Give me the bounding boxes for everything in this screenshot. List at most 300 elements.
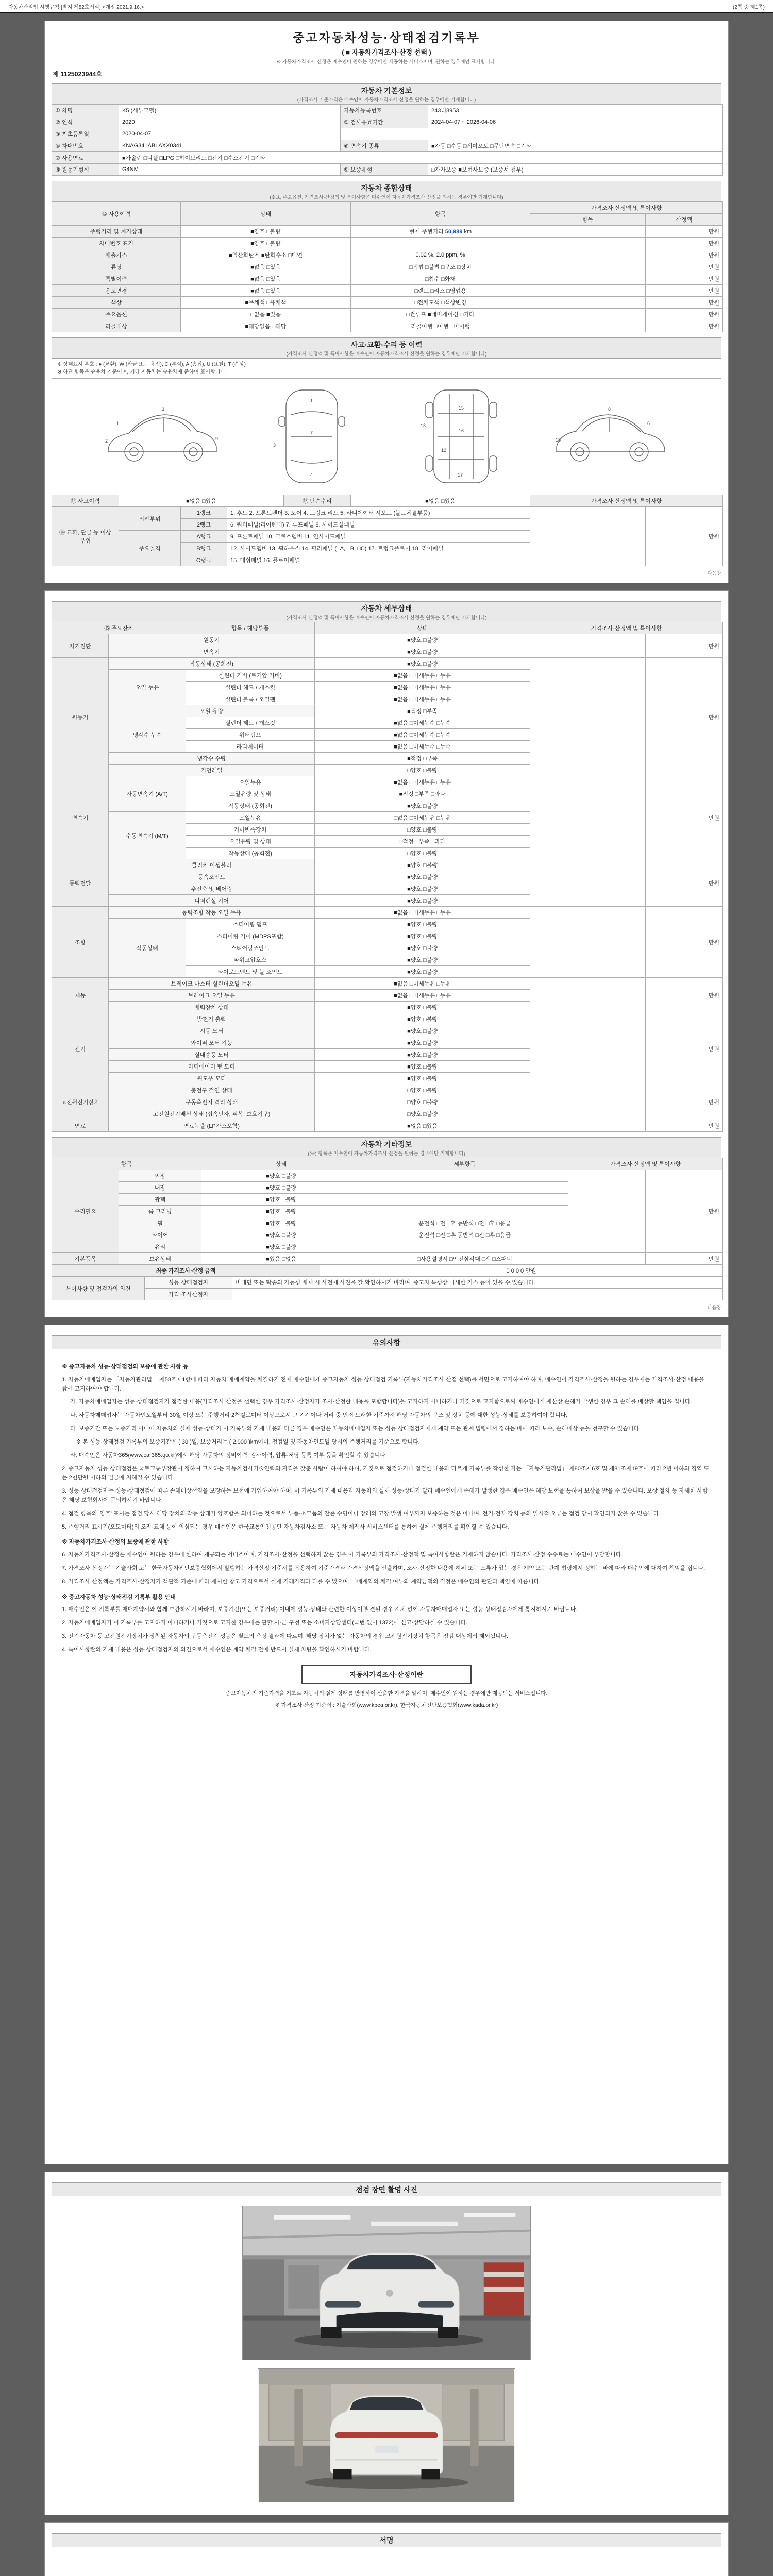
table-row: [52, 285, 723, 297]
table-row: [52, 622, 723, 634]
table-cell: ■없음 □있음: [351, 495, 530, 507]
row-label: 가격조사·산정액 및 특이사항: [530, 495, 723, 507]
table-row: [52, 164, 723, 176]
section-title-notice: 유의사항: [372, 1338, 401, 1347]
table-cell: ■양호 □불량: [181, 226, 351, 238]
diagram-part-number: 15: [459, 405, 464, 411]
table-cell: ■양호 □불량: [201, 1194, 361, 1206]
table-cell: ■없음 □있음: [181, 261, 351, 273]
table-cell: ■양호 □불량: [315, 930, 530, 942]
table-cell: ■양호 □불량: [201, 1206, 361, 1217]
price-amount-cell: 만원: [646, 249, 723, 261]
table-cell: ■양호 □불량: [315, 1013, 530, 1025]
car-diagram-side-right: [546, 385, 675, 490]
notice-line: 다. 보증기간 또는 보증거리 이내에 자동차의 실제 성능·상태가 이 기록부의 기재 내용과 다른 경우 매수인은 자동차매매업자 또는 성능·상태점검자에게 계약 또는 관계 법령에서 정하는 바에 따라 보수, 손해배상 등을 청구할 수 있습니다.: [70, 1426, 641, 1432]
diagram-part-number: 2: [105, 438, 108, 444]
notice-line: ※ 중고자동차 성능·상태점검 기록부 활용 안내: [62, 1594, 176, 1600]
row-label: ⑩ 사용이력: [52, 202, 181, 226]
table-cell: ■자동 □수동 □세미오토 □무단변속 □기타: [428, 140, 723, 152]
table-cell: ■양호 □불량: [315, 658, 530, 670]
table-row: [52, 1158, 723, 1170]
table-cell: [361, 1182, 568, 1194]
table-cell: ■적정 □부족: [315, 705, 530, 717]
table-cell: ■양호 □불량: [315, 895, 530, 907]
row-label: 2랭크: [181, 519, 227, 531]
table-cell: ■없음 □있음: [315, 1120, 530, 1132]
car-side-left-diagram-icon: [98, 385, 227, 488]
row-label: 상태: [315, 622, 530, 634]
exchange-panel-table: [52, 506, 723, 566]
row-label: 오일 유량: [109, 705, 315, 717]
form-meta-strip: [0, 0, 773, 13]
table-cell: 실린더 헤드 / 개스킷: [186, 717, 315, 729]
row-label: 성능·상태점검자: [145, 1277, 232, 1289]
row-label: 조향: [52, 907, 109, 978]
text-fragment: km: [462, 229, 472, 235]
table-row: [52, 634, 723, 646]
table-row: [52, 202, 723, 214]
price-amount-cell: 만원: [646, 226, 723, 238]
row-label: 수동변속기 (M/T): [109, 812, 186, 859]
price-amount-cell: 만원: [646, 309, 723, 320]
table-cell: ■있음 □없음: [201, 1253, 361, 1265]
row-label: 변속기: [52, 776, 109, 859]
table-cell: ■적정 □부족 □과다: [315, 788, 530, 800]
row-label: 가격조사·산정액 및 특이사항: [530, 202, 723, 214]
table-cell: 오일유량 및 상태: [186, 836, 315, 848]
section-title-accident: 사고·교환·수리 등 이력: [350, 341, 423, 349]
price-amount-cell: 만원: [646, 859, 723, 907]
table-cell: 오일누유: [186, 776, 315, 788]
table-cell: ■양호 □불량: [315, 646, 530, 658]
row-label: 등속조인트: [109, 871, 315, 883]
table-cell: [530, 238, 646, 249]
damage-code-legend: [52, 359, 721, 379]
table-cell: ■없음 □미세누유 □누유: [315, 670, 530, 682]
car-underbody-diagram-icon: [397, 385, 526, 488]
panel-basic-info: [44, 21, 729, 583]
price-amount-cell: 만원: [646, 1253, 723, 1265]
row-label: 세부항목: [361, 1158, 568, 1170]
row-label: 브레이크 오일 누유: [109, 990, 315, 1002]
section-note-etc: ((※) 항목은 매수인이 자동차가격조사·산정을 원하는 경우에만 기재합니다): [308, 1151, 465, 1157]
inspection-photos: [52, 2196, 721, 2509]
row-label: 구동축전지 격리 상태: [109, 1096, 315, 1108]
etc-info-table: [52, 1158, 723, 1265]
table-row: [52, 140, 723, 152]
diagram-part-number: 1: [310, 398, 313, 403]
notice-line: 3. 전기자동차 등 고전원전기장치가 장착된 자동차의 구동축전지 성능은 별도의 측정 결과에 따르며, 해당 장치가 없는 자동차의 경우 고전원전기장치 항목은 점검 대상에서 제외됩니다.: [62, 1633, 508, 1640]
row-label: ① 차명: [52, 105, 119, 116]
table-cell: ■없음 □미세누유 □누유: [315, 776, 530, 788]
section-note-detail: (가격조사·산정액 및 특이사항은 매수인이 자동차가격조사·산정을 원하는 경우에만 기재합니다): [286, 615, 487, 621]
price-amount-cell: 만원: [646, 907, 723, 978]
notice-line: 중고자동차의 기준가격을 기초로 자동차의 실제 상태를 반영하여 산출한 가격을 말하며, 매수인이 원하는 경우에만 제공되는 서비스입니다.: [225, 1690, 548, 1697]
price-amount-cell: 만원: [646, 1013, 723, 1084]
final-amount-table: [52, 1264, 723, 1277]
row-label: 룸 크리닝: [119, 1206, 201, 1217]
inspector-opinion-table: [52, 1276, 723, 1300]
table-cell: ■없음 □미세누수 □누수: [315, 729, 530, 741]
row-label: ③ 최초등록일: [52, 128, 119, 140]
row-label: B랭크: [181, 543, 227, 554]
row-label: ④ 차대번호: [52, 140, 119, 152]
row-label: 냉각수 수량: [109, 753, 315, 765]
table-cell: 운전석 □전 □후 동반석 □전 □후 □응급: [361, 1229, 568, 1241]
row-label: 제동: [52, 978, 109, 1013]
table-cell: ■일산화탄소 ■탄화수소 □매연: [181, 249, 351, 261]
table-cell: [361, 1170, 568, 1182]
table-cell: 라디에이터: [186, 741, 315, 753]
price-definition-box: 자동차가격조사·산정이란: [301, 1665, 472, 1684]
form-code-text: 자동차관리법 시행규칙 [별지 제82호서식] <개정 2021.9.16.>: [8, 4, 144, 10]
table-cell: [530, 978, 646, 1013]
table-cell: ■양호 □불량: [181, 238, 351, 249]
row-label: 충전구 절연 상태: [109, 1084, 315, 1096]
section-title-photos: 점검 장면 촬영 사진: [356, 2185, 417, 2194]
row-label: 연료: [52, 1120, 109, 1132]
table-cell: □렌트 □리스 □영업용: [351, 285, 530, 297]
table-cell: [351, 226, 530, 238]
row-label: ⑮ 주요장치: [52, 622, 186, 634]
price-amount-cell: 만원: [646, 658, 723, 776]
table-cell: □없음 □미세누유 □누유: [315, 812, 530, 824]
car-side-right-diagram-icon: [546, 385, 675, 488]
next-page-marker: 다음장: [707, 1305, 721, 1311]
notice-line: 4. 특이사항란의 기재 내용은 성능·상태점검자의 의견으로서 매수인은 계약 체결 전에 반드시 실제 차량을 확인하시기 바랍니다.: [62, 1646, 372, 1653]
panel-signature: [44, 2522, 729, 2576]
table-cell: [361, 1241, 568, 1253]
table-cell: [361, 1206, 568, 1217]
table-cell: ■양호 □불량: [315, 966, 530, 978]
panel-photos: [44, 2172, 729, 2515]
table-row: [52, 1253, 723, 1265]
row-label: 주요골격: [119, 531, 181, 566]
car-top-diagram-icon: [247, 385, 376, 488]
table-cell: □썬루프 ■네비게이션 □기타: [351, 309, 530, 320]
row-label: ② 연식: [52, 116, 119, 128]
damage-code-legend-line1: ※ 상태표시 부호 : ● (교환), W (판금 또는 용접), C (부식), A (흠집), U (요철), T (손상): [57, 362, 246, 367]
row-label: 전기: [52, 1013, 109, 1084]
row-label: ⑦ 사용연료: [52, 152, 119, 164]
notice-line: 6. 자동차가격조사·산정은 매수인이 원하는 경우에 한하여 제공되는 서비스이며, 가격조사·산정을 선택하지 않은 경우 이 기록부의 가격조사·산정액 및 특이사항란은 기재하지 않습니다. 가격조사·산정 수수료는 매수인이 부담합니다.: [62, 1552, 623, 1558]
table-row: [52, 1289, 723, 1300]
section-bar-accident: [52, 337, 721, 359]
price-amount-cell: 만원: [646, 978, 723, 1013]
table-cell: ■양호 □불량: [315, 800, 530, 812]
table-cell: ■없음 □미세누유 □누유: [315, 693, 530, 705]
row-label: ⑥ 변속기 종류: [341, 140, 428, 152]
row-label: 수리필요: [52, 1170, 119, 1253]
table-cell: 스티어링조인트: [186, 942, 315, 954]
row-label: 1랭크: [181, 507, 227, 519]
table-row: [52, 116, 723, 128]
table-cell: [530, 273, 646, 285]
row-label: ⑫ 사고이력: [52, 495, 119, 507]
row-label: 산정액: [646, 214, 723, 226]
table-cell: 실린더 헤드 / 개스킷: [186, 682, 315, 693]
row-label: 디퍼렌셜 기어: [109, 895, 315, 907]
diagram-part-number: 4: [310, 472, 313, 478]
table-cell: ■양호 □불량: [315, 1037, 530, 1049]
text-fragment: 현재 주행거리: [409, 229, 445, 235]
table-cell: 0 0 0 0 만원: [320, 1265, 723, 1277]
table-cell: [568, 1170, 646, 1253]
row-label: 추진축 및 베어링: [109, 883, 315, 895]
price-amount-cell: 만원: [646, 507, 723, 566]
table-cell: [530, 1084, 646, 1120]
row-label: 가격조사·산정액 및 특이사항: [568, 1158, 723, 1170]
table-cell: ■양호 □불량: [315, 1061, 530, 1073]
table-cell: □침수 □화재: [351, 273, 530, 285]
section-title-detail: 자동차 세부상태: [361, 604, 412, 613]
table-cell: □적법 □불법 □구조 □장치: [351, 261, 530, 273]
row-label: ⑬ 단순수리: [284, 495, 351, 507]
table-cell: [530, 261, 646, 273]
table-cell: [530, 1013, 646, 1084]
row-label: 주요옵션: [52, 309, 181, 320]
table-row: [52, 105, 723, 116]
table-row: [52, 907, 723, 919]
notice-line: 5. 주행거리 표시기(오도미터)의 조작·교체 등이 의심되는 경우 매수인은 한국교통안전공단 자동차검사소 또는 자동차 제작사 서비스센터를 통하여 실제 주행거리를 확인할 수 있습니다.: [62, 1523, 509, 1530]
diagram-part-number: 12: [441, 448, 447, 453]
row-label: 외판부위: [119, 507, 181, 531]
row-label: 작동상태: [109, 919, 186, 978]
table-cell: ■없음 □미세누수 □누수: [315, 741, 530, 753]
table-cell: ■양호 □불량: [201, 1170, 361, 1182]
table-cell: ■양호 □불량: [315, 954, 530, 966]
table-cell: ■양호 □불량: [315, 634, 530, 646]
price-amount-cell: 만원: [646, 1084, 723, 1120]
row-label: 자기진단: [52, 634, 109, 658]
row-label: 리콜대상: [52, 320, 181, 332]
table-row: [52, 309, 723, 320]
price-amount-cell: 만원: [646, 273, 723, 285]
row-label: ⑧ 원동기형식: [52, 164, 119, 176]
row-label: 브레이크 마스터 실린더오일 누유: [109, 978, 315, 990]
row-label: 변속기: [109, 646, 315, 658]
table-cell: [361, 1194, 568, 1206]
row-label: A랭크: [181, 531, 227, 543]
table-cell: □양호 □불량: [315, 848, 530, 859]
document-subtitle: ( ■ 자동차가격조사·산정 선택 ): [342, 48, 431, 56]
table-cell: □양호 □불량: [315, 1108, 530, 1120]
table-cell: [530, 249, 646, 261]
table-cell: ■없음 □미세누수 □누수: [315, 717, 530, 729]
table-cell: ■없음 □미세누유 □누유: [315, 978, 530, 990]
table-cell: [530, 859, 646, 907]
mileage-value: 50,989: [445, 229, 463, 235]
table-row: [52, 978, 723, 990]
notice-line: 2. 자동차매매업자가 이 기록부를 고지하지 아니하거나 거짓으로 고지한 경우에는 관할 시·군·구청 또는 소비자상담센터(국번 없이 1372)에 신고·상담하실 수 있습니다.: [62, 1620, 468, 1626]
next-page-marker: 다음장: [707, 571, 721, 577]
table-cell: ■양호 □불량: [315, 919, 530, 930]
diagram-part-number: 3: [162, 406, 165, 412]
table-cell: ■없음 □있음: [119, 495, 284, 507]
row-label: 상태: [181, 202, 351, 226]
car-diagram-underbody: [397, 385, 526, 490]
table-cell: 비대면 또는 탁송의 가능성 배제 시 사전에 사진을 잘 확인하시기 바라며, 중고차 특성상 미세한 기스 등이 있을 수 있습니다.: [232, 1277, 723, 1289]
row-label: 동력전달: [52, 859, 109, 907]
table-cell: ■없음 □미세누유 □누유: [315, 990, 530, 1002]
notice-line: 나. 자동차매매업자는 자동차인도일부터 30일 이상 또는 주행거리 2천킬로미터 이상으로서 그 기간이나 거리 중 먼저 도래한 기준까지 해당 자동차의 구조 및 장치 등에 대한 성능·상태를 보증하여야 합니다.: [70, 1412, 568, 1419]
notice-line: ※ 자동차가격조사·산정의 보증에 관한 사항: [62, 1539, 169, 1546]
row-label: 클러치 어셈블리: [109, 859, 315, 871]
table-row: [52, 261, 723, 273]
row-label: 색상: [52, 297, 181, 309]
section-bar-signature: [52, 2533, 721, 2547]
section-note-comprehensive: (※표, 주요옵션, 가격조사·산정액 및 특이사항은 매수인이 자동차가격조사·산정을 원하는 경우에만 기재합니다): [270, 195, 503, 200]
car-diagram-top: [247, 385, 376, 490]
table-cell: □사용설명서 □안전삼각대 □잭 □스패너: [361, 1253, 568, 1265]
diagram-part-number: 13: [421, 423, 426, 428]
table-cell: 오일유량 및 상태: [186, 788, 315, 800]
row-label: 연료누출 (LP가스포함): [109, 1120, 315, 1132]
table-row: [52, 320, 723, 332]
row-label: 실내송풍 모터: [109, 1049, 315, 1061]
table-cell: [530, 320, 646, 332]
price-amount-cell: 만원: [646, 285, 723, 297]
price-amount-cell: 만원: [646, 776, 723, 859]
row-label: 튜닝: [52, 261, 181, 273]
row-label: 자동변속기 (A/T): [109, 776, 186, 812]
section-bar-etc: [52, 1137, 721, 1158]
table-cell: 타이로드엔드 및 볼 조인트: [186, 966, 315, 978]
row-label: 항목: [351, 202, 530, 226]
table-cell: 243더8953: [428, 105, 723, 116]
notice-line: 가. 자동차매매업자는 성능·상태점검자가 점검한 내용(가격조사·산정을 선택한 경우 가격조사·산정자가 조사·산정한 내용을 포함합니다)을 고지하지 아니하거나 거짓으로 고지함으로써 매수인에게 재산상 손해가 발생한 경우 그 손해를 배상할 책임을 집니다.: [70, 1399, 692, 1405]
inspection-photo-front: [242, 2206, 531, 2360]
table-row: [52, 128, 723, 140]
table-cell: ■양호 □불량: [315, 871, 530, 883]
table-cell: [568, 1253, 646, 1265]
row-label: 배출가스: [52, 249, 181, 261]
table-cell: [530, 658, 646, 776]
table-cell: ■없음 □미세누유 □누유: [315, 682, 530, 693]
row-label: 자동차등록번호: [341, 105, 428, 116]
table-cell: ■양호 □불량: [315, 1073, 530, 1084]
table-cell: 6. 쿼터패널(리어펜더) 7. 루프패널 8. 사이드실패널: [227, 519, 530, 531]
row-label: 동력조향 작동 오일 누유: [109, 907, 315, 919]
section-bar-detail: [52, 601, 721, 622]
table-cell: □전체도색 □색상변경: [351, 297, 530, 309]
table-row: [52, 249, 723, 261]
table-cell: [341, 128, 723, 140]
table-cell: ■없음 □있음: [181, 285, 351, 297]
row-label: 휠: [119, 1217, 201, 1229]
row-label: 유리: [119, 1241, 201, 1253]
table-row: [52, 658, 723, 670]
document-number: 제 1125023944호: [53, 71, 103, 78]
table-cell: □양호 □불량: [315, 1096, 530, 1108]
inspection-photo-rear: [258, 2368, 515, 2502]
section-title-comprehensive: 자동차 종합상태: [361, 184, 412, 192]
row-label: 광택: [119, 1194, 201, 1206]
row-label: 시동 모터: [109, 1025, 315, 1037]
table-cell: 12. 사이드멤버 13. 휠하우스 14. 필러패널 (□A, □B, □C) 17. 트렁크플로어 18. 리어패널: [227, 543, 530, 554]
table-row: [52, 152, 723, 164]
section-bar-photos: [52, 2182, 721, 2196]
table-cell: 15. 대쉬패널 16. 플로어패널: [227, 554, 530, 566]
section-bar-basic: [52, 83, 721, 105]
section-bar-comprehensive: [52, 181, 721, 202]
price-amount-cell: 만원: [646, 634, 723, 658]
row-label: 원동기: [52, 658, 109, 776]
table-cell: 리콜이행 □이행 □미이행: [351, 320, 530, 332]
table-row: [52, 1084, 723, 1096]
table-cell: 실린더 커버 (로커암 커버): [186, 670, 315, 682]
diagram-part-number: 1: [116, 421, 120, 426]
row-label: 와이퍼 모터 기능: [109, 1037, 315, 1049]
table-cell: ■양호 □불량: [315, 1002, 530, 1013]
table-cell: 2020: [119, 116, 341, 128]
car-diagram-side-left: [98, 385, 227, 490]
table-row: [52, 297, 723, 309]
section-note-basic: (가격조사 기준가격은 매수인이 자동차가격조사·산정을 원하는 경우에만 기재합니다): [297, 97, 476, 103]
row-label: 발전기 출력: [109, 1013, 315, 1025]
row-label: 특별이력: [52, 273, 181, 285]
table-cell: ■가솔린 □디젤 □LPG □하이브리드 □전기 □수소전기 □기타: [119, 152, 723, 164]
row-label: ⑤ 검사유효기간: [341, 116, 428, 128]
notice-line: 1. 자동차매매업자는 「자동차관리법」 제58조제1항에 따라 자동차 매매계약을 체결하기 전에 매수인에게 중고자동차 성능·상태점검 기록부(자동차가격조사·산정 선택)를 서면으로 고지하여야 하며, 매수인이 가격조사·산정을 원하는 경우에는 가격조사·산정 내용을 함께 고지하여야 합니다.: [62, 1376, 704, 1392]
notice-line: ※ 가격조사·산정 기준서 : 기술사회(www.kpea.or.kr), 한국자동차진단보증협회(www.kada.or.kr): [275, 1702, 498, 1708]
section-bar-notice: [52, 1335, 721, 1349]
price-amount-cell: 만원: [646, 238, 723, 249]
table-row: [52, 1277, 723, 1289]
row-label: ⑨ 보증유형: [341, 164, 428, 176]
price-amount-cell: 만원: [646, 320, 723, 332]
diagram-part-number: 7: [310, 430, 313, 435]
notice-line: 3. 성능·상태점검자는 성능·상태점검에 따른 손해배상책임을 보장하는 보험에 가입하여야 하며, 이 기록부의 기재 내용과 자동차의 실제 성능·상태가 달라 매수인에게 손해가 발생한 경우 매수인은 해당 보험을 통하여 보상을 받을 수 있습니다. 보상 절차 등 자세한 사항은 해당 보험회사에 문의하시기 바랍니다.: [62, 1488, 708, 1503]
table-cell: [530, 309, 646, 320]
row-label: 원동기: [109, 634, 315, 646]
diagram-part-number: 6: [647, 421, 650, 426]
table-cell: □양호 □불량: [315, 1084, 530, 1096]
table-cell: ■양호 □불량: [315, 942, 530, 954]
row-label: 최종 가격조사·산정 금액: [52, 1265, 320, 1277]
notice-line: 2. 중고자동차 성능·상태점검은 국토교통부장관이 정하여 고시하는 자동차검사기술인력의 자격을 갖춘 사람이 하여야 하며, 거짓으로 점검하거나 점검한 내용과 다르게 기록부를 작성한 자는 「자동차관리법」 제80조제6호 및 제81조제19호에 따라 2년 이하의 징역 또는 2천만원 이하의 벌금에 처해질 수 있습니다.: [62, 1465, 710, 1481]
table-cell: ■적정 □부족: [315, 753, 530, 765]
table-cell: [530, 507, 646, 566]
row-label: 기본품목: [52, 1253, 119, 1265]
table-cell: □양호 □불량: [315, 765, 530, 776]
table-row: [52, 226, 723, 238]
section-note-accident: (가격조사·산정액 및 특이사항은 매수인이 자동차가격조사·산정을 원하는 경우에만 기재합니다): [286, 351, 487, 357]
section-title-signature: 서명: [379, 2536, 394, 2545]
row-label: 가격·조사산정자: [145, 1289, 232, 1300]
row-label: ⑭ 교환, 판금 등 이상 부위: [52, 507, 119, 566]
table-cell: □없음 ■있음: [181, 309, 351, 320]
notice-line: ※ 본 성능·상태점검 기록부의 보증기간은 ( 30 )일, 보증거리는 ( 2,000 )km이며, 점검일 및 자동차인도일 당시의 주행거리를 기준으로 합니다.: [76, 1438, 420, 1445]
section-title-etc: 자동차 기타정보: [361, 1140, 412, 1148]
table-cell: ■없음 □있음: [181, 273, 351, 285]
diagram-part-number: 8: [608, 406, 611, 412]
row-label: 보유상태: [119, 1253, 201, 1265]
row-label: 배력장치 상태: [109, 1002, 315, 1013]
table-cell: 1. 후드 2. 프론트펜더 3. 도어 4. 트렁크 리드 5. 라디에이터 서포트 (볼트체결부품): [227, 507, 530, 519]
table-cell: 9. 프론트패널 10. 크로스멤버 11. 인사이드패널: [227, 531, 530, 543]
table-row: [52, 238, 723, 249]
signature-area: [52, 2547, 721, 2576]
basic-info-table: [52, 104, 723, 176]
table-row: [52, 776, 723, 788]
table-row: [52, 273, 723, 285]
row-label: 항목 / 해당부품: [186, 622, 315, 634]
row-label: 항목: [52, 1158, 201, 1170]
diagram-part-number: 17: [458, 472, 463, 478]
table-cell: 파워고압호스: [186, 954, 315, 966]
table-cell: [530, 907, 646, 978]
